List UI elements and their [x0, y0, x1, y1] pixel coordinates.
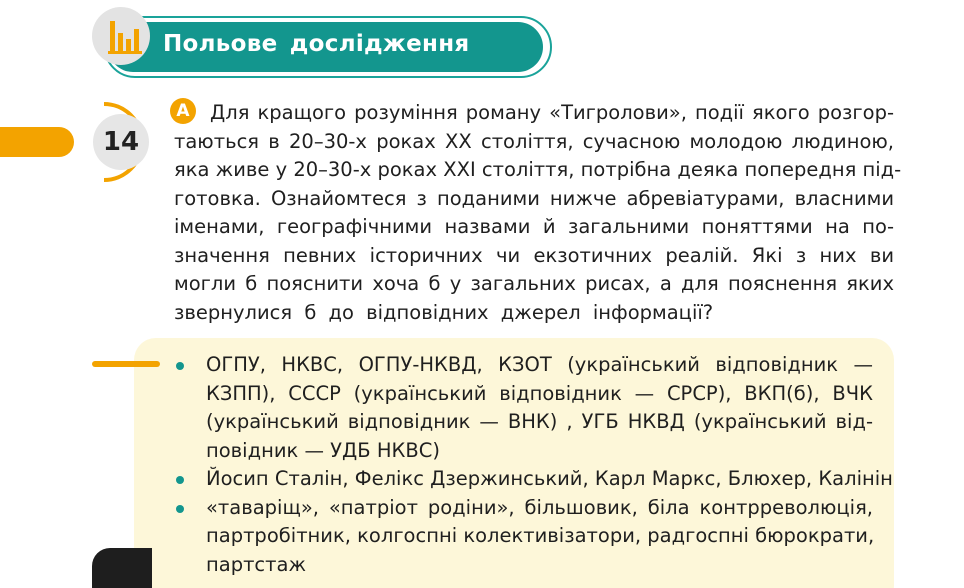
list-item-line: партробітник, колгоспні колективізатори, радгоспні бюрократи, [206, 524, 875, 547]
task-number: 14 [102, 127, 140, 157]
task-marker-bar [0, 127, 74, 157]
bullet-icon [176, 476, 184, 484]
bar-chart-icon [92, 7, 150, 65]
list-item-line: повідник — УДБ НКВС) [206, 438, 440, 462]
list-item-line: КЗПП), СССР (український відповідник — СРСР), ВКП(б), ВЧК [206, 381, 873, 405]
task-line: могли б пояснити хоча б у загальних рисах, а для пояснення яких [174, 272, 894, 295]
section-title: Польове дослідження [163, 31, 470, 57]
dark-corner-decoration [92, 548, 152, 588]
task-line: готовка. Ознайомтеся з поданими нижче абревіатурами, власними [174, 186, 894, 210]
list-item [168, 465, 893, 494]
bullet-icon [176, 362, 184, 370]
bullet-icon [176, 505, 184, 513]
list-item-line: партстаж [206, 552, 307, 576]
list-item [168, 494, 873, 580]
task-line: яка живе у 20–30-х роках ХХІ століття, потрібна деяка попередня під- [174, 158, 902, 181]
list-item-line: Йосип Сталін, Фелікс Дзержинський, Карл Маркс, Блюхер, Калінін [206, 467, 893, 490]
list-item-line: «таваріщ», «патріот родіни», більшовик, біла контрреволюція, [206, 495, 873, 519]
list-item-line: ОГПУ, НКВС, ОГПУ-НКВД, КЗОТ (український відповідник — [206, 353, 873, 376]
task-line: іменами, географічними назвами й загальними поняттями на по- [174, 215, 894, 238]
info-box-marker [92, 361, 160, 367]
task-line: значення певних історичних чи екзотичних реалій. Які з них ви [174, 243, 894, 267]
task-line: Для кращого розуміння роману «Тигролови», події якого розгор- [210, 101, 894, 124]
task-paragraph [174, 99, 902, 327]
task-line: таються в 20–30-х роках ХХ століття, сучасною молодою людиною, [174, 129, 894, 153]
task-line: звернулися б до відповідних джерел інформації? [174, 300, 714, 324]
level-badge: А [170, 98, 196, 124]
list-item [168, 351, 873, 465]
list-item-line: (український відповідник — ВНК) , УГБ НКВД (український від- [206, 410, 873, 433]
term-list [168, 351, 893, 579]
